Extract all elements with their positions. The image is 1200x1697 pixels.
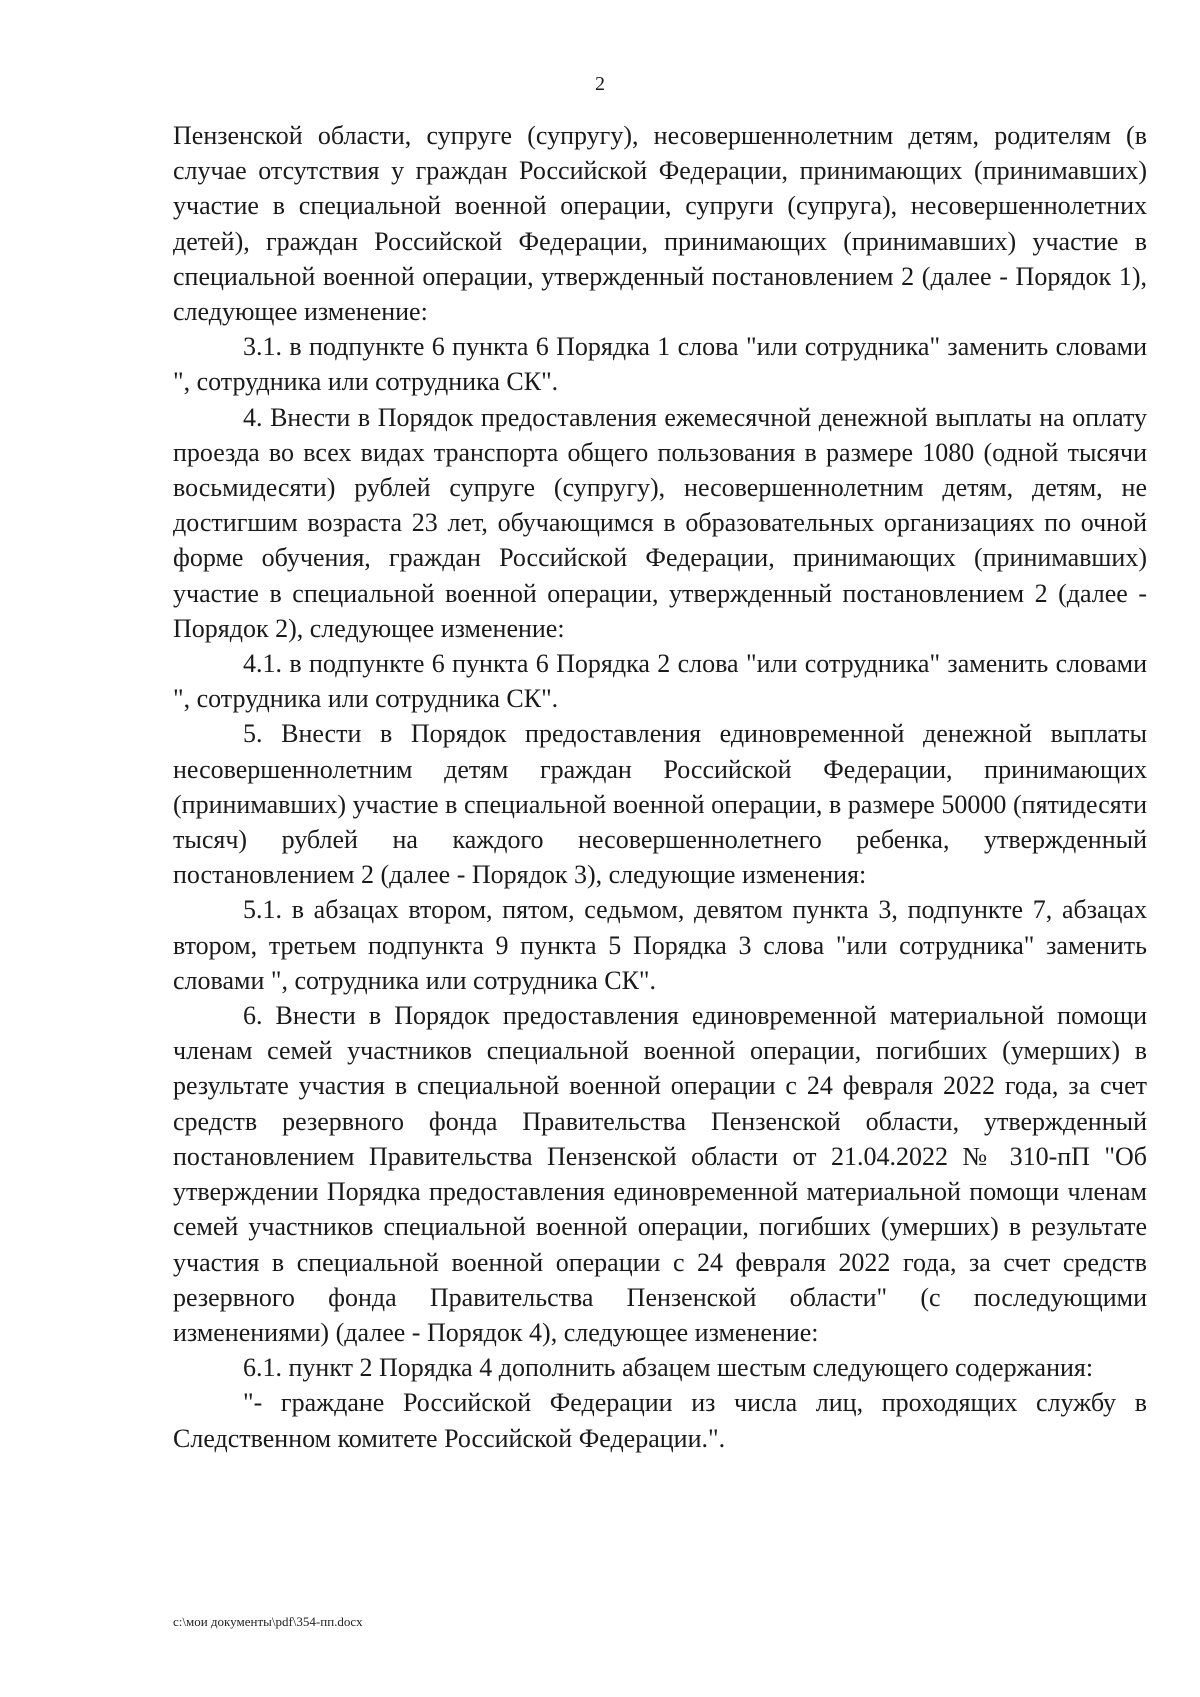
paragraph: Пензенской области, супруге (супругу), несовершеннолетним детям, родителям (в случае отсутствия у граждан Российской Федерации, принимающих (принимавших) участие в специальной военной операции, супруги (супруга), несовершеннолетних детей), граждан Российской Федерации, принимающих (принимавших) участие в специальной военной операции, утвержденный постановлением 2 (далее - Порядок 1), следующее изменение: bbox=[173, 121, 1147, 327]
footer-file-path: c:\мои документы\pdf\354-пп.docx bbox=[173, 1614, 363, 1629]
document-body bbox=[173, 118, 1147, 1456]
paragraph: 3.1. в подпункте 6 пункта 6 Порядка 1 слова "или сотрудника" заменить словами ", сотрудника или сотрудника СК". bbox=[173, 332, 1147, 397]
paragraph: 5. Внести в Порядок предоставления единовременной денежной выплаты несовершеннолетним детям граждан Российской Федерации, принимающих (принимавших) участие в специальной военной операции, в размере 50000 (пятидесяти тысяч) рублей на каждого несовершеннолетнего ребенка, утвержденный постановлением 2 (далее - Порядок 3), следующие изменения: bbox=[173, 719, 1147, 890]
paragraph: "- граждане Российской Федерации из числа лиц, проходящих службу в Следственном комитете Российской Федерации.". bbox=[173, 1388, 1147, 1453]
paragraph: 6. Внести в Порядок предоставления единовременной материальной помощи членам семей участников специальной военной операции, погибших (умерших) в результате участия в специальной военной операции с 24 февраля 2022 года, за счет средств резервного фонда Правительства Пензенской области, утвержденный постановлением Правительства Пензенской области от 21.04.2022 № 310-пП "Об утверждении Порядка предоставления единовременной материальной помощи членам семей участников специальной военной операции, погибших (умерших) в результате участия в специальной военной операции с 24 февраля 2022 года, за счет средств резервного фонда Правительства Пензенской области" (с последующими изменениями) (далее - Порядок 4), следующее изменение: bbox=[173, 1001, 1147, 1347]
paragraph: 5.1. в абзацах втором, пятом, седьмом, девятом пункта 3, подпункте 7, абзацах втором, третьем подпункта 9 пункта 5 Порядка 3 слова "или сотрудника" заменить словами ", сотрудника или сотрудника СК". bbox=[173, 895, 1147, 995]
paragraph: 4.1. в подпункте 6 пункта 6 Порядка 2 слова "или сотрудника" заменить словами ", сотрудника или сотрудника СК". bbox=[173, 649, 1147, 714]
paragraph: 6.1. пункт 2 Порядка 4 дополнить абзацем шестым следующего содержания: bbox=[243, 1353, 1094, 1383]
paragraph: 4. Внести в Порядок предоставления ежемесячной денежной выплаты на оплату проезда во всех видах транспорта общего пользования в размере 1080 (одной тысячи восьмидесяти) рублей супруге (супругу), несовершеннолетним детям, детям, не достигшим возраста 23 лет, обучающимся в образовательных организациях по очной форме обучения, граждан Российской Федерации, принимающих (принимавших) участие в специальной военной операции, утвержденный постановлением 2 (далее - Порядок 2), следующее изменение: bbox=[173, 402, 1147, 643]
page-number: 2 bbox=[595, 73, 605, 95]
